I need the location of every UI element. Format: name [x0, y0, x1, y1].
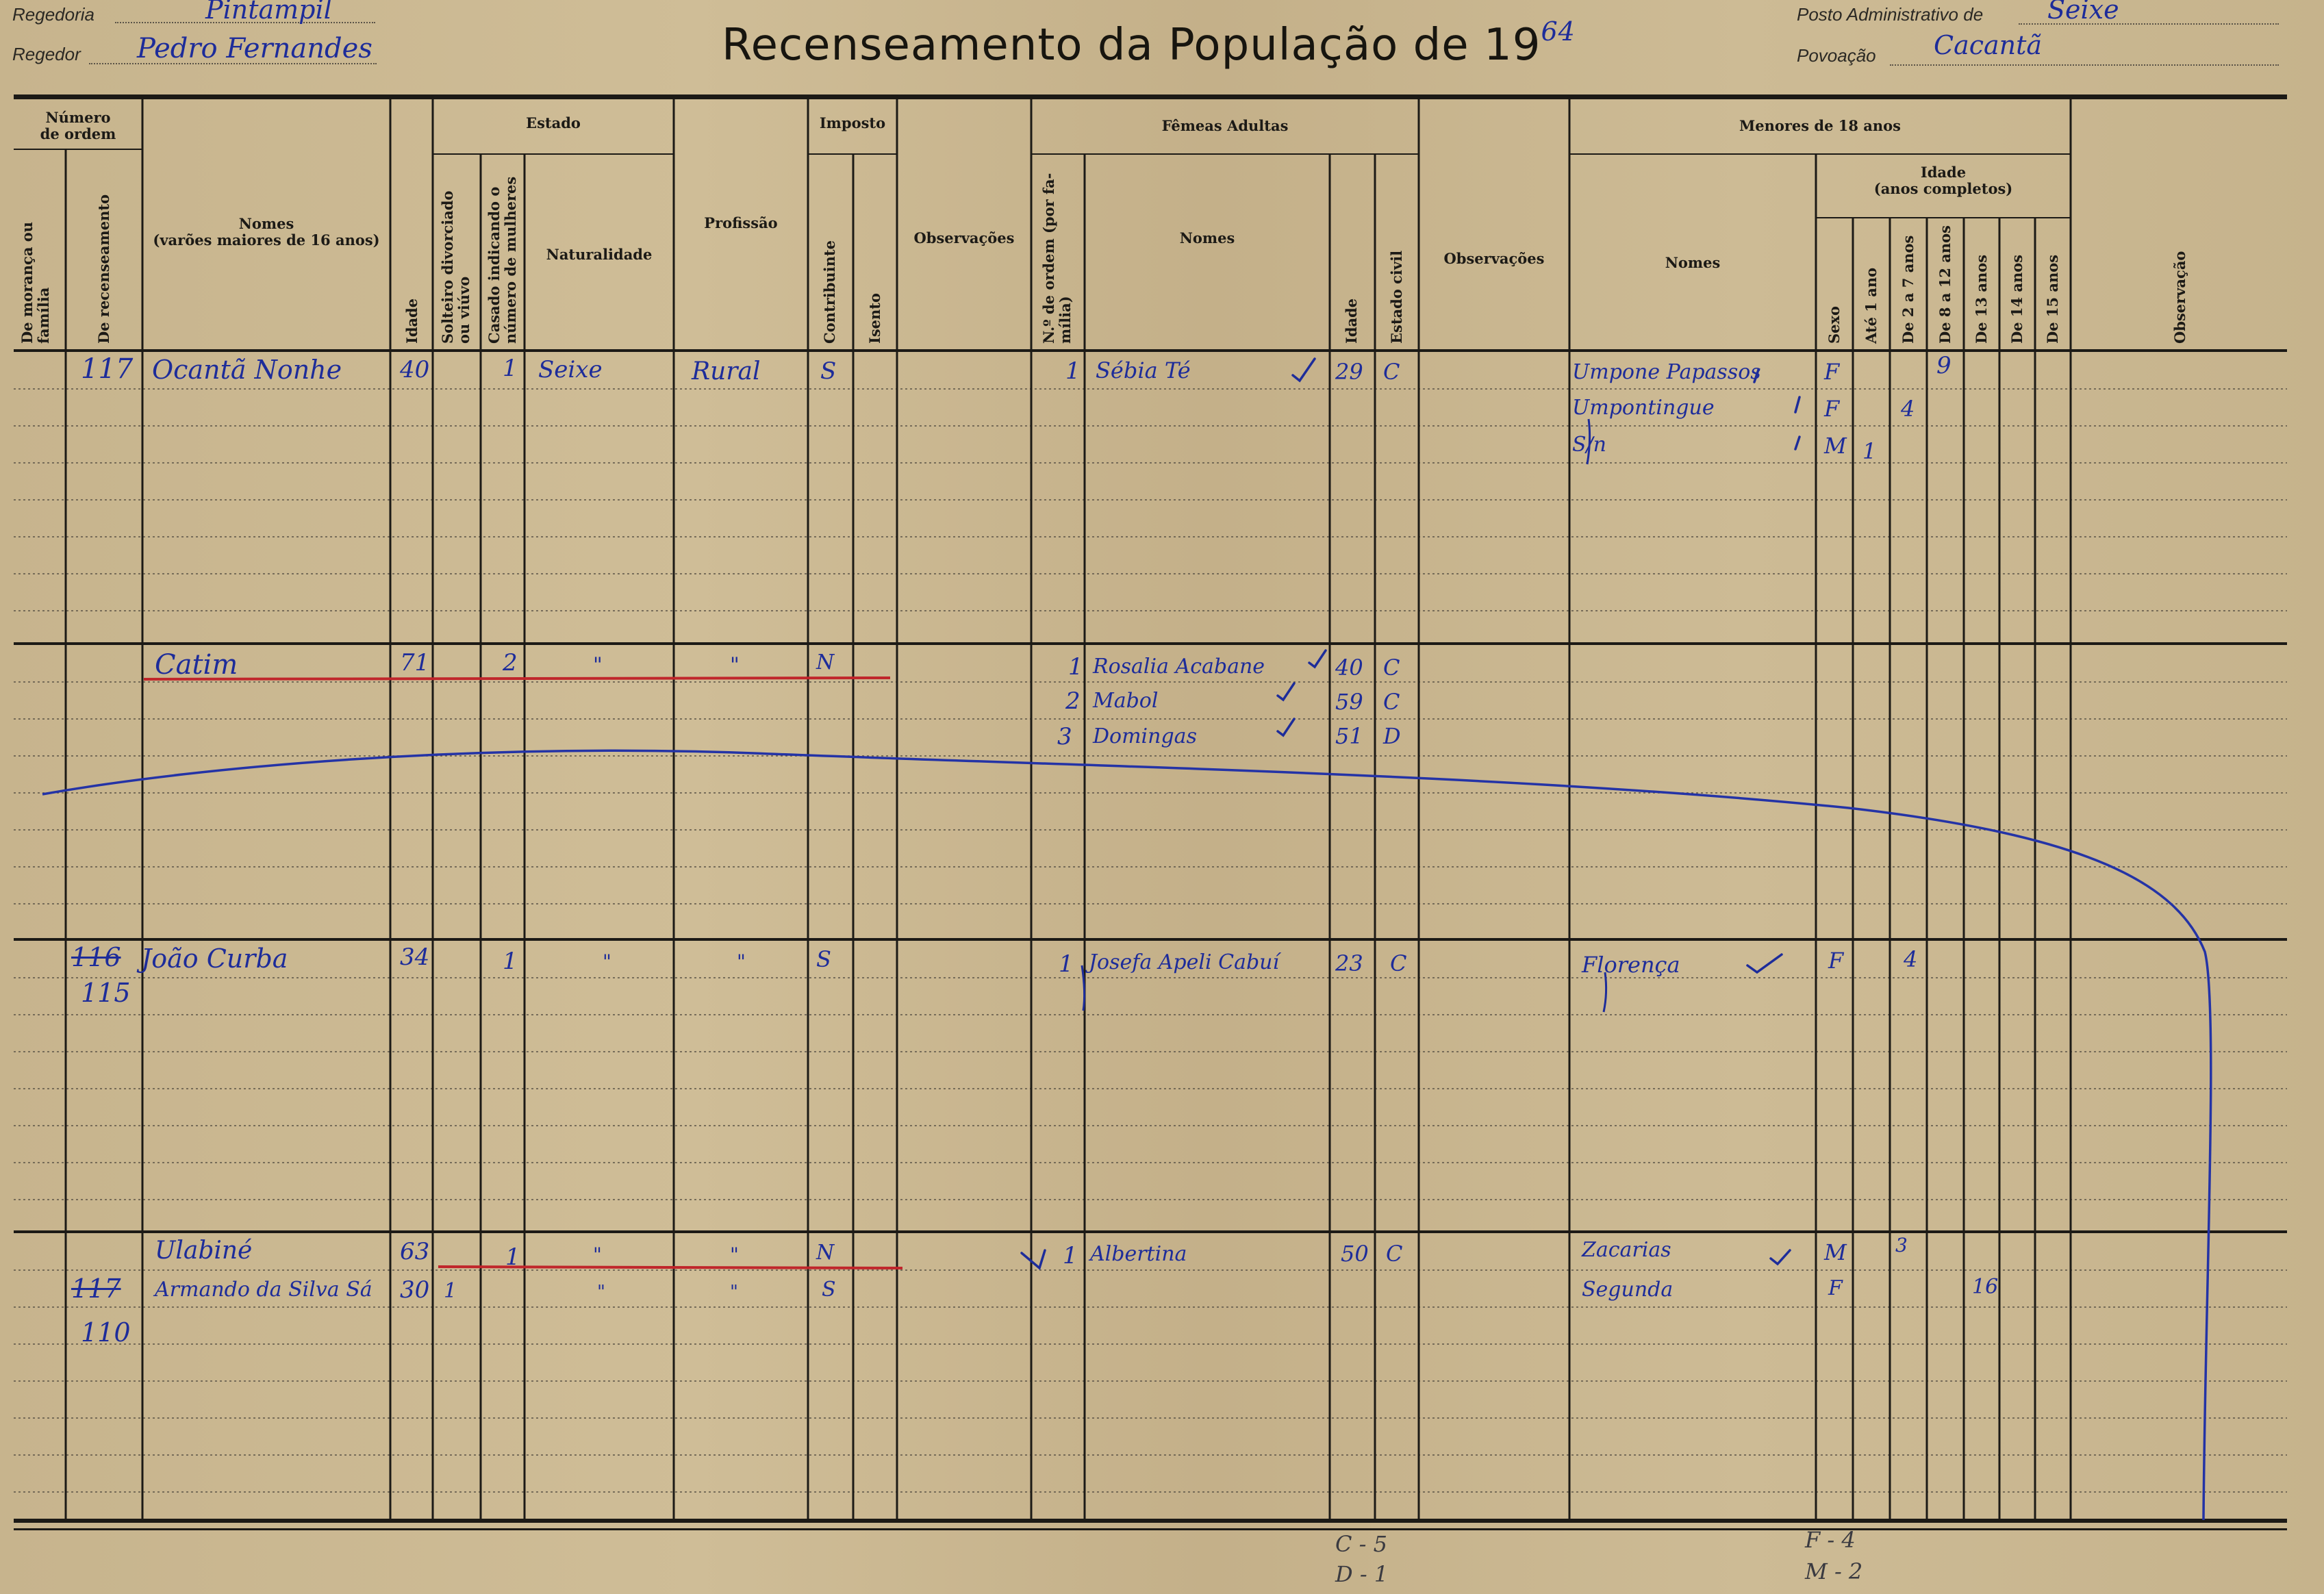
check-marks — [1022, 359, 1799, 1268]
total-m: M - 2 — [1805, 1558, 1863, 1584]
minor-name: Umpontingue — [1572, 396, 1715, 420]
entry-imposto: S — [816, 946, 831, 972]
female-order-number: 1 — [1059, 950, 1074, 978]
regedoria-label: Regedoria — [12, 4, 94, 25]
check-icon — [1747, 954, 1782, 972]
female-civil-status: C — [1386, 1241, 1403, 1267]
entry-imposto: N — [816, 1241, 835, 1265]
female-age: 51 — [1335, 723, 1363, 749]
female-order-number: 1 — [1063, 1242, 1078, 1269]
povoacao-value: Cacantã — [1934, 30, 2043, 60]
entry-rec-number-crossed: 116 — [71, 942, 121, 972]
title-text: Recenseamento da População de 19 — [722, 20, 1541, 71]
col-idade: Idade — [403, 298, 420, 344]
minor-age: 4 — [1904, 946, 1918, 972]
entry-casado: 2 — [503, 649, 518, 676]
entry-naturalidade: " — [597, 1282, 605, 1302]
col-de-8-a-12: De 8 a 12 anos — [1936, 225, 1954, 344]
entry-naturalidade: " — [593, 653, 603, 677]
minor-age: 1 — [1862, 438, 1877, 464]
female-civil-status: C — [1383, 359, 1400, 385]
top-rule — [14, 94, 2287, 99]
col-idade-menores: Idade (anos completos) — [1873, 164, 2013, 197]
minor-sex: M — [1824, 433, 1847, 459]
entry-name: Ulabiné — [155, 1237, 253, 1265]
entry-naturalidade: Seixe — [538, 356, 603, 383]
minor-age: 16 — [1972, 1275, 1999, 1299]
entry-profissao: " — [730, 1243, 739, 1266]
col-de-recenseamento: De recenseamento — [95, 194, 112, 344]
entry-casado: 1 — [503, 948, 518, 975]
entry-casado: 1 — [505, 1243, 520, 1271]
minor-name: Florença — [1582, 952, 1680, 978]
entry-profissao: Rural — [692, 357, 761, 385]
minor-name: Umpone Papassos — [1572, 360, 1761, 384]
female-order-number: 1 — [1065, 357, 1081, 385]
entry-profissao: " — [730, 1282, 738, 1302]
minor-name: S/n — [1572, 433, 1606, 457]
check-icon — [1022, 1250, 1045, 1268]
check-icon — [1309, 650, 1326, 667]
bottom-rule — [14, 1519, 2287, 1523]
col-ate-1-ano: Até 1 ano — [1862, 267, 1880, 344]
entry-name: João Curba — [141, 944, 288, 974]
entry-age: 63 — [400, 1238, 430, 1265]
minor-name: Zacarias — [1582, 1238, 1671, 1262]
col-naturalidade: Naturalidade — [546, 246, 653, 263]
total-d: D - 1 — [1335, 1561, 1389, 1587]
total-c: C - 5 — [1335, 1531, 1387, 1557]
col-idade-femeas: Idade — [1343, 298, 1360, 344]
col-de-moranca: De morança ou família — [18, 221, 52, 344]
entry-age: 71 — [400, 649, 430, 676]
regedor-value: Pedro Fernandes — [137, 33, 372, 64]
female-order-number: 3 — [1057, 723, 1072, 750]
entry-profissao: " — [737, 950, 746, 973]
col-de-2-a-7: De 2 a 7 anos — [1899, 235, 1917, 344]
minor-sex: F — [1828, 948, 1844, 974]
section-separator — [14, 938, 2287, 941]
entry-age: 34 — [400, 944, 430, 971]
entry-rec-number-crossed: 117 — [71, 1274, 121, 1304]
red-underline — [144, 678, 890, 679]
col-de-13: De 13 anos — [1973, 254, 1990, 344]
entry-casado: 1 — [503, 355, 518, 382]
female-name: Domingas — [1093, 724, 1197, 748]
check-icon — [1293, 359, 1315, 381]
povoacao-label: Povoação — [1797, 45, 1876, 66]
female-civil-status: D — [1383, 723, 1401, 749]
check-icon — [1278, 683, 1294, 700]
female-name: Rosalia Acabane — [1093, 655, 1265, 679]
col-isento: Isento — [866, 293, 883, 344]
minor-sex: F — [1824, 396, 1840, 422]
col-solteiro: Solteiro divorciado ou viúvo — [439, 190, 472, 344]
female-name: Albertina — [1090, 1242, 1187, 1266]
female-age: 29 — [1335, 359, 1363, 385]
col-imposto: Imposto — [819, 114, 886, 131]
col-nomes-menores: Nomes — [1665, 254, 1721, 271]
female-civil-status: C — [1390, 950, 1407, 976]
total-f: F - 4 — [1805, 1527, 1856, 1553]
female-age: 23 — [1335, 950, 1363, 976]
entry-imposto: S — [820, 357, 837, 385]
col-casado: Casado indicando o número de mulheres — [485, 176, 519, 344]
col-femeas-adultas: Fêmeas Adultas — [1161, 117, 1289, 134]
entry-name: Ocantã Nonhe — [152, 355, 342, 385]
col-nomes-femeas: Nomes — [1179, 229, 1235, 246]
title-year-suffix: 64 — [1541, 16, 1576, 47]
entry-age: 40 — [400, 356, 430, 383]
female-age: 40 — [1335, 655, 1363, 681]
check-icon — [1795, 397, 1799, 412]
minor-age: 9 — [1936, 352, 1952, 379]
posto-value: Seixe — [2047, 0, 2119, 25]
check-icon — [1771, 1250, 1790, 1264]
minor-age: 3 — [1895, 1234, 1908, 1256]
entry-age: 30 — [400, 1276, 430, 1304]
col-sexo: Sexo — [1826, 305, 1843, 344]
entry-naturalidade: " — [593, 1243, 602, 1266]
entry-rec-number: 110 — [81, 1317, 131, 1348]
female-age: 59 — [1335, 689, 1363, 715]
col-observacao-3: Observação — [2171, 251, 2188, 344]
posto-label: Posto Administrativo de — [1797, 4, 1984, 25]
col-observacoes-2: Observações — [1443, 250, 1545, 267]
female-civil-status: C — [1383, 689, 1400, 715]
col-de-15: De 15 anos — [2044, 254, 2061, 344]
col-de-14: De 14 anos — [2008, 254, 2025, 344]
minor-name: Segunda — [1582, 1278, 1673, 1302]
blue-ink-stroke — [42, 750, 2211, 1520]
entry-name: Armando da Silva Sá — [155, 1278, 372, 1302]
col-observacoes-1: Observações — [913, 229, 1015, 246]
female-order-number: 1 — [1068, 653, 1083, 681]
povoacao-dots — [1890, 64, 2279, 66]
entry-name: Catim — [155, 649, 238, 681]
entry-solteiro: 1 — [444, 1279, 457, 1303]
bottom-rule-thin — [14, 1528, 2287, 1530]
female-name: Mabol — [1093, 689, 1159, 713]
entry-naturalidade: " — [603, 950, 611, 973]
check-icon — [1278, 719, 1294, 735]
check-icon — [1795, 437, 1799, 449]
regedor-label: Regedor — [12, 44, 81, 64]
col-profissao: Profissão — [704, 214, 778, 231]
female-name: Josefa Apeli Cabuí — [1089, 950, 1280, 974]
col-contribuinte: Contribuinte — [821, 240, 838, 344]
col-estado-civil: Estado civil — [1388, 250, 1405, 344]
page-title — [722, 16, 1576, 71]
entry-imposto: N — [816, 650, 835, 674]
entry-rec-number: 117 — [81, 353, 134, 385]
col-no-ordem-familia: N.º de ordem (por fa- mília) — [1040, 173, 1074, 344]
entry-rec-number: 115 — [81, 978, 131, 1008]
col-numero-ordem: Número de ordem — [40, 109, 116, 142]
female-age: 50 — [1341, 1241, 1369, 1267]
entry-profissao: " — [730, 653, 740, 677]
section-separator — [14, 642, 2287, 645]
entry-imposto: S — [822, 1278, 836, 1302]
regedoria-value: Pintampil — [205, 0, 332, 25]
minor-sex: F — [1824, 359, 1840, 385]
female-order-number: 2 — [1065, 687, 1081, 715]
minor-sex: M — [1824, 1239, 1847, 1265]
female-name: Sébia Té — [1096, 357, 1191, 383]
col-estado: Estado — [526, 114, 581, 131]
pen-strokes — [1082, 419, 1606, 1012]
col-menores: Menores de 18 anos — [1739, 117, 1902, 134]
minor-age: 4 — [1901, 396, 1915, 422]
pen-stroke — [1604, 972, 1606, 1012]
col-nomes-varoes: Nomes (varões maiores de 16 anos) — [153, 215, 380, 249]
minor-sex: F — [1828, 1276, 1843, 1300]
female-civil-status: C — [1383, 655, 1400, 681]
section-separator — [14, 1230, 2287, 1233]
